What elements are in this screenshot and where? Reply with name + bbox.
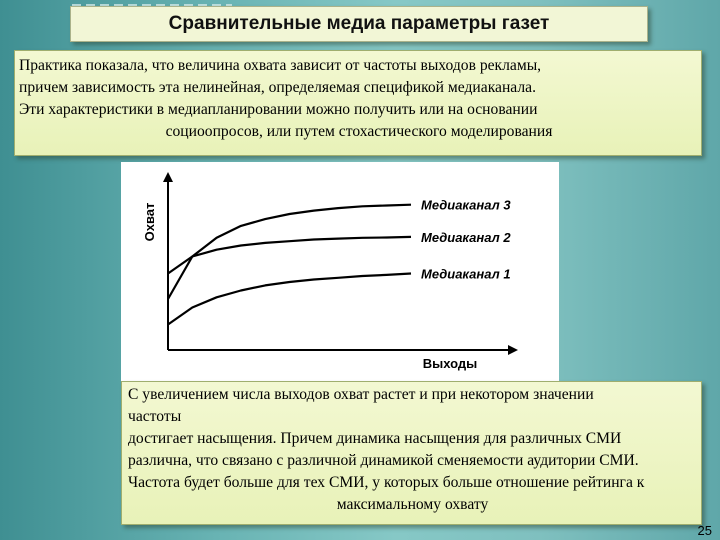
x-axis-label: Выходы [422,356,478,371]
intro-line: Эти характеристики в медиапланировании можно получить или на основании [19,101,538,118]
chart-svg [121,162,559,386]
conclusion-line: максимальному охвату [336,496,489,513]
series-label-3: Медиаканал 1 [421,266,511,282]
series-line-1 [168,205,411,299]
title-box [70,6,648,42]
conclusion-text-box [121,381,702,525]
intro-line: Практика показала, что величина охвата зависит от частоты выходов рекламы, [19,57,542,74]
conclusion-line: С увеличением числа выходов охват растет и при некотором значении [128,386,594,403]
page-number: 25 [697,523,712,538]
series-label-1: Медиаканал 3 [421,197,511,213]
slide-title: Сравнительные медиа параметры газет [168,13,550,34]
series-line-3 [168,274,411,325]
intro-line: причем зависимость эта нелинейная, определяемая спецификой медиаканала. [19,79,536,96]
intro-text-box [14,50,702,156]
intro-line: социоопросов, или путем стохастического моделирования [165,123,553,140]
series-line-2 [168,237,411,274]
reach-chart [121,162,559,386]
conclusion-line: достигает насыщения. Причем динамика насыщения для различных СМИ [128,430,622,447]
y-axis-label: Охват [142,202,157,242]
conclusion-line: Частота будет больше для тех СМИ, у которых больше отношение рейтинга к [128,474,645,491]
series-label-2: Медиаканал 2 [421,229,511,245]
conclusion-line: частоты [128,408,182,425]
conclusion-line: различна, что связано с различной динамикой сменяемости аудитории СМИ. [128,452,639,469]
